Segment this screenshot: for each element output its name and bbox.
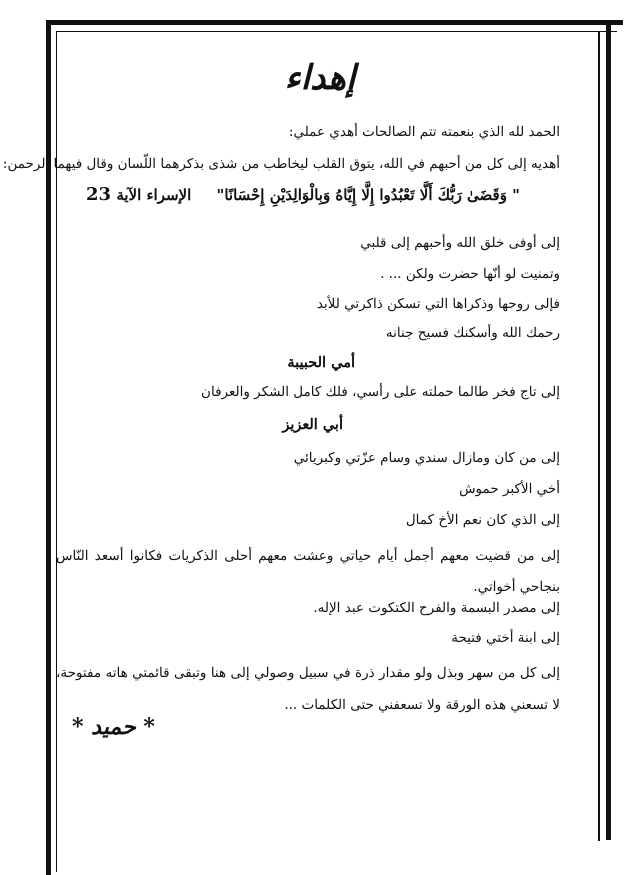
father-line: إلى تاج فخر طالما حملته على رأسي، فلك كامل الشكر والعرفان [201, 384, 560, 400]
mother-line: رحمك الله وأسكنك فسيح جنانه [385, 325, 560, 341]
verse-text: " وَقَضَىٰ رَبُّكَ أَلَّا تَعْبُدُوا إِلَّا إِيَّاهُ وَبِالْوَالِدَيْنِ إِحْسَانًا" [216, 186, 520, 204]
verse-reference: الإسراء الآية [116, 186, 192, 204]
family-line: إلى الذي كان نعم الأخ كمال [405, 512, 560, 528]
quran-verse [86, 184, 520, 205]
mother-line: إلى أوفى خلق الله وأحبهم إلى قلبي [360, 235, 560, 251]
intro-line: الحمد لله الذي بنعمته تتم الصالحات أهدي عملي: [288, 124, 560, 140]
family-line: أخي الأكبر حموش [459, 481, 560, 497]
family-line: إلى كل من سهر وبذل ولو مقدار ذرة في سبيل وصولي إلى هنا وتبقى قائمتي هاته مفتوحة، لا تسعني هذه الورقة ولا تسعفني حتى الكلمات ... [56, 665, 560, 713]
family-line: إلى من كان ومازال سندي وسام عزّتي وكبريائي [293, 450, 560, 466]
mother-heading: أمي الحبيبة [287, 354, 355, 371]
dedication-line: أهديه إلى كل من أحبهم في الله، يتوق القلب ليخاطب من شذى بذكرهما اللّسان وقال فيهما الرحمن: [2, 156, 560, 172]
family-line: إلى ابنة أختي فتيحة [451, 630, 560, 646]
father-heading: أبي العزيز [282, 416, 343, 433]
family-line: إلى من قضيت معهم أجمل أيام حياتي وعشت معهم أحلى الذكريات فكانوا أسعد النّاس بنجاحي أخواتي. [56, 548, 560, 595]
family-line: إلى مصدر البسمة والفرح الكتكوت عبد الإله. [313, 600, 560, 616]
verse-number: 23 [86, 184, 112, 205]
mother-line: فإلى روحها وذكراها التي تسكن ذاكرتي للأبد [316, 296, 560, 312]
signature: * حميد * [72, 714, 155, 740]
mother-line: وتمنيت لو أنّها حضرت ولكن ... . [380, 266, 560, 282]
page-title: إهداء [284, 58, 356, 98]
